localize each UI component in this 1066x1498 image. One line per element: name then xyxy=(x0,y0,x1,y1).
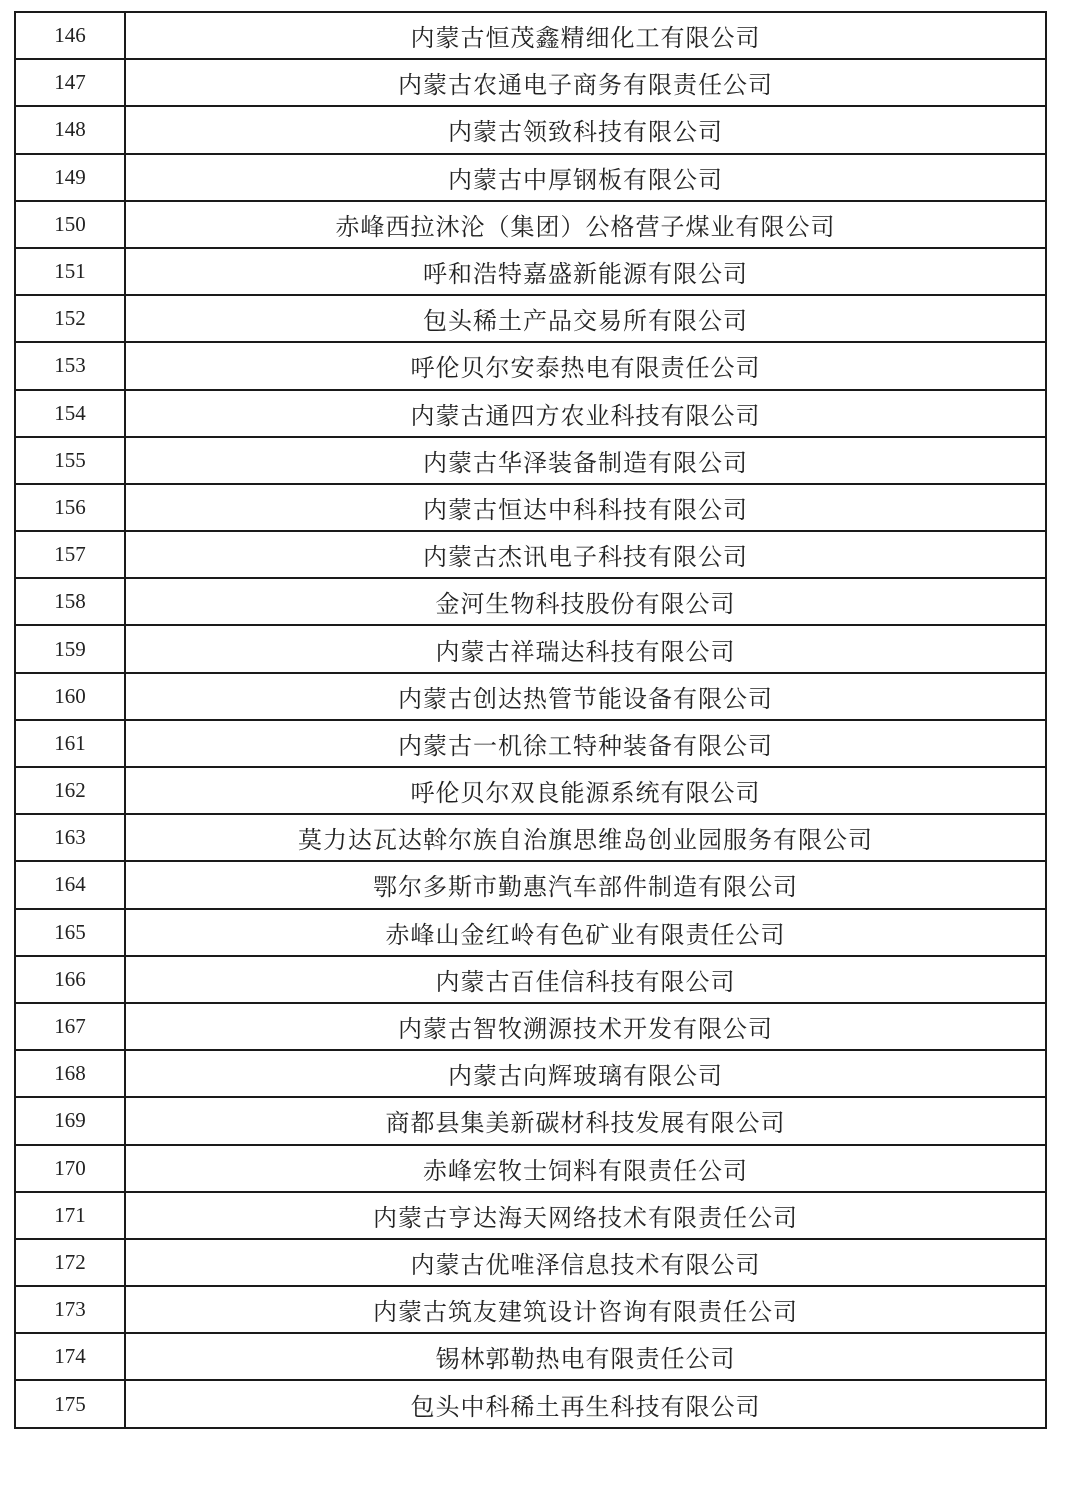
company-name: 赤峰宏牧士饲料有限责任公司 xyxy=(125,1145,1046,1192)
company-name: 内蒙古华泽装备制造有限公司 xyxy=(125,437,1046,484)
company-name: 内蒙古农通电子商务有限责任公司 xyxy=(125,59,1046,106)
company-name: 内蒙古祥瑞达科技有限公司 xyxy=(125,625,1046,672)
table-row xyxy=(15,106,1046,153)
company-name: 包头稀土产品交易所有限公司 xyxy=(125,295,1046,342)
table-row xyxy=(15,12,1046,59)
company-name: 内蒙古向辉玻璃有限公司 xyxy=(125,1050,1046,1097)
row-number: 162 xyxy=(15,767,125,814)
table-row xyxy=(15,625,1046,672)
company-name: 内蒙古杰讯电子科技有限公司 xyxy=(125,531,1046,578)
table-row xyxy=(15,437,1046,484)
table-row xyxy=(15,59,1046,106)
table-row xyxy=(15,1239,1046,1286)
company-name: 内蒙古百佳信科技有限公司 xyxy=(125,956,1046,1003)
company-name: 呼和浩特嘉盛新能源有限公司 xyxy=(125,248,1046,295)
row-number: 149 xyxy=(15,154,125,201)
row-number: 157 xyxy=(15,531,125,578)
row-number: 173 xyxy=(15,1286,125,1333)
document-page xyxy=(14,11,1047,1429)
table-row xyxy=(15,154,1046,201)
table-row xyxy=(15,814,1046,861)
row-number: 160 xyxy=(15,673,125,720)
row-number: 172 xyxy=(15,1239,125,1286)
table-row xyxy=(15,1380,1046,1427)
table-row xyxy=(15,861,1046,908)
company-name: 内蒙古通四方农业科技有限公司 xyxy=(125,390,1046,437)
table-row xyxy=(15,1286,1046,1333)
row-number: 154 xyxy=(15,390,125,437)
row-number: 168 xyxy=(15,1050,125,1097)
row-number: 151 xyxy=(15,248,125,295)
table-row xyxy=(15,673,1046,720)
table-row xyxy=(15,484,1046,531)
table-row xyxy=(15,720,1046,767)
table-row xyxy=(15,1333,1046,1380)
company-name: 内蒙古一机徐工特种装备有限公司 xyxy=(125,720,1046,767)
table-row xyxy=(15,531,1046,578)
row-number: 170 xyxy=(15,1145,125,1192)
company-name: 内蒙古亨达海天网络技术有限责任公司 xyxy=(125,1192,1046,1239)
row-number: 174 xyxy=(15,1333,125,1380)
table-row xyxy=(15,1003,1046,1050)
company-name: 赤峰山金红岭有色矿业有限责任公司 xyxy=(125,909,1046,956)
company-name: 内蒙古优唯泽信息技术有限公司 xyxy=(125,1239,1046,1286)
row-number: 167 xyxy=(15,1003,125,1050)
row-number: 166 xyxy=(15,956,125,1003)
row-number: 163 xyxy=(15,814,125,861)
table-row xyxy=(15,295,1046,342)
table-body xyxy=(15,12,1046,1428)
company-name: 鄂尔多斯市勤惠汽车部件制造有限公司 xyxy=(125,861,1046,908)
company-list-table xyxy=(14,11,1047,1429)
company-name: 金河生物科技股份有限公司 xyxy=(125,578,1046,625)
row-number: 159 xyxy=(15,625,125,672)
row-number: 161 xyxy=(15,720,125,767)
table-row xyxy=(15,909,1046,956)
row-number: 175 xyxy=(15,1380,125,1427)
company-name: 锡林郭勒热电有限责任公司 xyxy=(125,1333,1046,1380)
table-row xyxy=(15,390,1046,437)
table-row xyxy=(15,578,1046,625)
company-name: 内蒙古筑友建筑设计咨询有限责任公司 xyxy=(125,1286,1046,1333)
row-number: 156 xyxy=(15,484,125,531)
row-number: 169 xyxy=(15,1097,125,1144)
table-row xyxy=(15,1050,1046,1097)
table-row xyxy=(15,248,1046,295)
company-name: 呼伦贝尔安泰热电有限责任公司 xyxy=(125,342,1046,389)
company-name: 赤峰西拉沐沦（集团）公格营子煤业有限公司 xyxy=(125,201,1046,248)
row-number: 147 xyxy=(15,59,125,106)
company-name: 莫力达瓦达斡尔族自治旗思维岛创业园服务有限公司 xyxy=(125,814,1046,861)
company-name: 内蒙古恒茂鑫精细化工有限公司 xyxy=(125,12,1046,59)
row-number: 158 xyxy=(15,578,125,625)
table-row xyxy=(15,1192,1046,1239)
row-number: 146 xyxy=(15,12,125,59)
row-number: 148 xyxy=(15,106,125,153)
row-number: 150 xyxy=(15,201,125,248)
table-row xyxy=(15,956,1046,1003)
company-name: 商都县集美新碳材科技发展有限公司 xyxy=(125,1097,1046,1144)
row-number: 153 xyxy=(15,342,125,389)
row-number: 164 xyxy=(15,861,125,908)
row-number: 171 xyxy=(15,1192,125,1239)
table-row xyxy=(15,201,1046,248)
company-name: 内蒙古恒达中科科技有限公司 xyxy=(125,484,1046,531)
company-name: 内蒙古领致科技有限公司 xyxy=(125,106,1046,153)
table-row xyxy=(15,1145,1046,1192)
table-row xyxy=(15,342,1046,389)
table-row xyxy=(15,767,1046,814)
company-name: 包头中科稀土再生科技有限公司 xyxy=(125,1380,1046,1427)
company-name: 内蒙古创达热管节能设备有限公司 xyxy=(125,673,1046,720)
row-number: 155 xyxy=(15,437,125,484)
company-name: 内蒙古中厚钢板有限公司 xyxy=(125,154,1046,201)
company-name: 呼伦贝尔双良能源系统有限公司 xyxy=(125,767,1046,814)
row-number: 152 xyxy=(15,295,125,342)
table-row xyxy=(15,1097,1046,1144)
company-name: 内蒙古智牧溯源技术开发有限公司 xyxy=(125,1003,1046,1050)
row-number: 165 xyxy=(15,909,125,956)
